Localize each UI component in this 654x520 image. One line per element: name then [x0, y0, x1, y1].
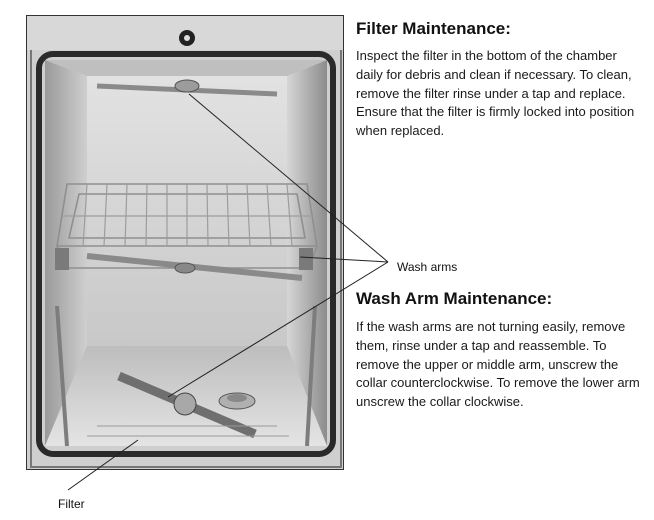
filter-maintenance-text: Inspect the filter in the bottom of the chamber daily for debris and clean if necessary. To clean, remove the filter rinse under a tap and replace. Ensure that the filter is firmly locked into position when replaced.	[356, 48, 635, 139]
filter-maintenance-heading: Filter Maintenance:	[356, 19, 511, 38]
filter-callout: Filter	[58, 497, 85, 511]
wash-arms-callout: Wash arms	[397, 260, 458, 274]
wash-arm-maintenance-text: If the wash arms are not turning easily, remove them, rinse under a tap and reassemble. To remove the upper or middle arm, unscrew the collar counterclockwise. To remove the lower arm unscrew the collar clockwise.	[356, 319, 640, 410]
wash-arm-maintenance-heading: Wash Arm Maintenance:	[356, 289, 553, 308]
dishwasher-interior-photo	[26, 15, 344, 470]
